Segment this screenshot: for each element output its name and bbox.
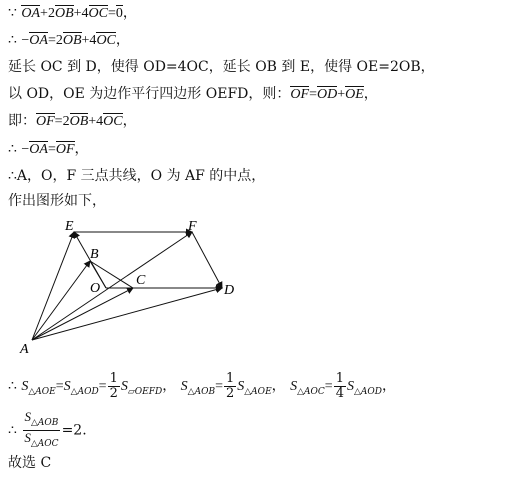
operator: = <box>107 6 116 21</box>
answer-line: 故选 C <box>8 455 52 471</box>
fraction-numerator: 1 <box>225 370 235 386</box>
punctuation: ， <box>122 113 137 129</box>
area-symbol: S <box>346 379 354 394</box>
vector-oa: OA <box>29 33 48 48</box>
vector-ac <box>32 288 133 340</box>
since-symbol: ∵ <box>8 5 17 21</box>
zero-vector: 0 <box>115 6 123 21</box>
fraction-half <box>224 372 236 401</box>
area-symbol: S <box>24 409 31 424</box>
geometry-figure <box>10 214 260 360</box>
subscript-aoe: △AOE <box>244 387 272 397</box>
operator: +4 <box>81 33 97 48</box>
operator: =2 <box>47 33 63 48</box>
fraction-half <box>108 372 120 401</box>
label-o: O <box>90 281 101 296</box>
vector-oa: OA <box>29 142 48 157</box>
statement-text: 以 OD，OE 为边作平行四边形 OEFD，则： <box>8 86 291 102</box>
text-line-8: 作出图形如下， <box>8 193 106 209</box>
area-symbol: S <box>21 379 29 394</box>
fraction-numerator: 1 <box>109 370 118 386</box>
fraction-denominator: 2 <box>225 385 235 401</box>
ratio-result: =2. <box>61 422 87 439</box>
label-b: B <box>90 247 99 262</box>
label-c: C <box>136 273 146 288</box>
punctuation: ， <box>122 5 137 21</box>
equation-line-2 <box>8 31 130 50</box>
operator: − <box>21 33 30 48</box>
operator: +4 <box>73 6 89 21</box>
vector-of: OF <box>55 142 75 157</box>
operator: +4 <box>88 114 104 129</box>
area-symbol: S <box>24 430 31 445</box>
vector-oc: OC <box>96 33 116 48</box>
operator: +2 <box>40 6 55 21</box>
subscript-oefd: ▱OEFD <box>127 387 163 397</box>
area-symbol: S <box>63 379 71 394</box>
vector-ob: OB <box>62 33 82 48</box>
operator: − <box>21 142 30 157</box>
therefore-symbol: ∴ <box>8 32 17 48</box>
vector-of: OF <box>290 87 310 102</box>
vector-af <box>32 232 192 340</box>
label-e: E <box>65 219 74 234</box>
equation-line-6 <box>8 140 89 159</box>
equation-line-9 <box>8 369 396 409</box>
fraction-numerator <box>23 410 61 431</box>
label-d: D <box>224 283 235 298</box>
subscript-aoe: △AOE <box>28 387 56 397</box>
vector-oc: OC <box>103 114 123 129</box>
equation-line-5 <box>8 112 137 131</box>
vector-ab <box>32 261 90 340</box>
vector-od: OD <box>316 87 338 102</box>
operator: = <box>324 379 333 394</box>
vector-of: OF <box>36 114 55 129</box>
fraction-denominator: 2 <box>109 385 118 401</box>
operator: = <box>98 379 107 394</box>
therefore-symbol: ∴ <box>8 141 17 157</box>
punctuation: ， <box>271 378 286 394</box>
vector-oc: OC <box>88 6 108 21</box>
punctuation: ， <box>162 378 177 394</box>
therefore-symbol: ∴ <box>8 378 17 394</box>
punctuation: ， <box>381 378 396 394</box>
subscript-aob: △AOB <box>187 387 216 397</box>
subscript-aob: △AOB <box>31 418 59 428</box>
subscript-aoc: △AOC <box>297 387 325 397</box>
subscript-aod: △AOD <box>353 387 382 397</box>
subscript-aod: △AOD <box>70 387 99 397</box>
operator: =2 <box>54 114 70 129</box>
fraction-denominator <box>22 431 60 451</box>
text-line-3: 延长 OC 到 D，使得 OD=4OC，延长 OB 到 E，使得 OE=2OB， <box>8 59 435 75</box>
vector-oa: OA <box>21 6 41 21</box>
area-symbol: S <box>120 379 128 394</box>
operator: = <box>309 87 317 102</box>
punctuation: ， <box>74 141 89 157</box>
punctuation: ， <box>115 32 130 48</box>
equation-line-1 <box>8 4 137 23</box>
vector-ob: OB <box>69 114 89 129</box>
fraction-denominator: 4 <box>335 385 344 401</box>
operator: + <box>337 87 346 102</box>
label-f: F <box>188 219 197 234</box>
area-symbol: S <box>237 379 245 394</box>
therefore-symbol: ∴ <box>8 422 17 439</box>
segment-fd <box>192 232 222 288</box>
vector-oe: OE <box>345 87 364 102</box>
area-symbol: S <box>180 379 188 394</box>
area-symbol: S <box>290 379 298 394</box>
operator: = <box>47 142 56 157</box>
punctuation: ， <box>363 86 378 102</box>
operator: = <box>55 379 64 394</box>
label-a: A <box>20 342 29 357</box>
subscript-aoc: △AOC <box>30 439 59 449</box>
equation-line-4 <box>8 85 378 104</box>
text-line-7: ∴A，O，F 三点共线，O 为 AF 的中点， <box>8 168 266 184</box>
fraction-quarter <box>334 372 346 401</box>
area-ratio-fraction <box>22 410 60 451</box>
vector-ob: OB <box>54 6 74 21</box>
vector-ae <box>32 232 74 340</box>
prefix-text: 即： <box>8 113 36 129</box>
vector-ad <box>32 288 222 340</box>
fraction-numerator: 1 <box>335 370 344 386</box>
operator: = <box>215 379 223 394</box>
equation-line-10 <box>8 410 87 451</box>
